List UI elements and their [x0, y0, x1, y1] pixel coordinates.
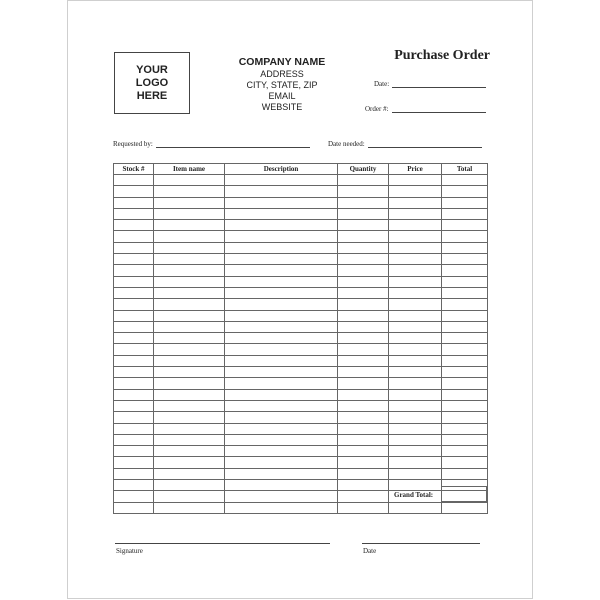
logo-line-3: HERE [136, 89, 168, 102]
table-cell[interactable] [389, 400, 442, 411]
table-cell[interactable] [114, 468, 154, 479]
table-cell[interactable] [154, 175, 225, 186]
table-cell[interactable] [114, 480, 154, 491]
table-row [114, 378, 488, 389]
table-row [114, 197, 488, 208]
table-cell[interactable] [154, 491, 225, 502]
table-row [114, 242, 488, 253]
table-row [114, 276, 488, 287]
order-number-line[interactable] [392, 105, 486, 113]
table-row [114, 434, 488, 445]
table-cell[interactable] [338, 310, 389, 321]
table-cell[interactable] [338, 242, 389, 253]
company-info [221, 56, 343, 113]
table-cell[interactable] [114, 310, 154, 321]
table-row [114, 367, 488, 378]
table-cell[interactable] [225, 423, 338, 434]
table-cell[interactable] [154, 333, 225, 344]
signature-line[interactable] [115, 543, 330, 544]
table-row [114, 220, 488, 231]
line-items-table [113, 163, 488, 514]
table-cell[interactable] [114, 220, 154, 231]
date-field-line[interactable] [392, 80, 486, 88]
table-cell[interactable] [338, 378, 389, 389]
table-cell[interactable] [225, 231, 338, 242]
table-cell[interactable] [225, 186, 338, 197]
table-cell[interactable] [114, 367, 154, 378]
table-cell[interactable] [154, 208, 225, 219]
header-item-name: Item name [154, 164, 225, 175]
table-cell[interactable] [154, 446, 225, 457]
table-cell[interactable] [154, 355, 225, 366]
table-cell[interactable] [442, 242, 488, 253]
grand-total-box[interactable] [441, 486, 487, 502]
table-cell[interactable] [389, 175, 442, 186]
table-cell[interactable] [114, 276, 154, 287]
table-cell[interactable] [442, 254, 488, 265]
table-cell[interactable] [442, 208, 488, 219]
table-cell[interactable] [154, 480, 225, 491]
table-cell[interactable] [225, 389, 338, 400]
table-cell[interactable] [154, 299, 225, 310]
table-cell[interactable] [338, 446, 389, 457]
table-cell[interactable] [154, 231, 225, 242]
table-cell[interactable] [389, 367, 442, 378]
date-signed-line[interactable] [362, 543, 480, 544]
table-cell[interactable] [154, 220, 225, 231]
table-cell[interactable] [225, 344, 338, 355]
table-cell[interactable] [114, 208, 154, 219]
table-cell[interactable] [338, 287, 389, 298]
order-number-field[interactable] [365, 105, 486, 113]
table-cell[interactable] [442, 197, 488, 208]
table-cell[interactable] [154, 378, 225, 389]
date-field-label: Date: [374, 80, 390, 88]
table-cell[interactable] [114, 412, 154, 423]
header-quantity: Quantity [338, 164, 389, 175]
table-cell[interactable] [338, 457, 389, 468]
table-cell[interactable] [225, 208, 338, 219]
table-row [114, 412, 488, 423]
table-cell[interactable] [389, 434, 442, 445]
table-cell[interactable] [442, 310, 488, 321]
table-cell[interactable] [225, 242, 338, 253]
table-cell[interactable] [338, 299, 389, 310]
table-cell[interactable] [338, 367, 389, 378]
table-cell[interactable] [338, 265, 389, 276]
header-price: Price [389, 164, 442, 175]
table-cell[interactable] [114, 321, 154, 332]
table-cell[interactable] [154, 265, 225, 276]
table-cell[interactable] [442, 378, 488, 389]
table-cell[interactable] [114, 423, 154, 434]
table-cell[interactable] [389, 333, 442, 344]
table-row [114, 502, 488, 513]
table-cell[interactable] [389, 287, 442, 298]
table-cell[interactable] [154, 502, 225, 513]
table-cell[interactable] [114, 287, 154, 298]
table-cell[interactable] [338, 400, 389, 411]
requested-by-label: Requested by: [113, 140, 153, 148]
logo-line-1: YOUR [136, 63, 168, 76]
table-row [114, 175, 488, 186]
table-cell[interactable] [114, 400, 154, 411]
table-cell[interactable] [154, 468, 225, 479]
table-cell[interactable] [442, 355, 488, 366]
table-cell[interactable] [442, 265, 488, 276]
table-cell[interactable] [114, 242, 154, 253]
table-cell[interactable] [225, 220, 338, 231]
table-cell[interactable] [225, 480, 338, 491]
table-cell[interactable] [114, 502, 154, 513]
table-cell[interactable] [389, 197, 442, 208]
table-cell[interactable] [225, 355, 338, 366]
table-cell[interactable] [114, 186, 154, 197]
table-cell[interactable] [225, 265, 338, 276]
table-cell[interactable] [338, 197, 389, 208]
table-cell[interactable] [154, 197, 225, 208]
table-cell[interactable] [338, 254, 389, 265]
table-cell[interactable] [442, 344, 488, 355]
date-needed-line[interactable] [368, 140, 482, 148]
table-cell[interactable] [389, 299, 442, 310]
table-cell[interactable] [338, 344, 389, 355]
table-cell[interactable] [442, 457, 488, 468]
table-cell[interactable] [442, 412, 488, 423]
table-cell[interactable] [389, 231, 442, 242]
table-cell[interactable] [338, 175, 389, 186]
requested-by-field[interactable] [113, 140, 310, 148]
table-cell[interactable] [389, 344, 442, 355]
table-cell[interactable] [225, 457, 338, 468]
table-cell[interactable] [338, 468, 389, 479]
table-cell[interactable] [442, 276, 488, 287]
table-cell[interactable] [225, 468, 338, 479]
table-cell[interactable] [389, 242, 442, 253]
header-stock: Stock # [114, 164, 154, 175]
table-cell[interactable] [389, 423, 442, 434]
order-number-label: Order #: [365, 105, 389, 113]
table-cell[interactable] [338, 208, 389, 219]
table-cell[interactable] [389, 220, 442, 231]
table-cell[interactable] [389, 480, 442, 491]
table-row [114, 299, 488, 310]
table-cell[interactable] [338, 321, 389, 332]
table-cell[interactable] [114, 265, 154, 276]
company-city: CITY, STATE, ZIP [246, 80, 318, 90]
table-cell[interactable] [154, 186, 225, 197]
table-cell[interactable] [389, 468, 442, 479]
date-needed-field[interactable] [328, 140, 482, 148]
table-cell[interactable] [389, 355, 442, 366]
table-cell[interactable] [389, 254, 442, 265]
table-row [114, 457, 488, 468]
table-cell[interactable] [225, 333, 338, 344]
table-cell[interactable] [114, 434, 154, 445]
table-cell[interactable] [442, 321, 488, 332]
table-cell[interactable] [338, 491, 389, 502]
table-header-row [114, 164, 488, 175]
table-cell[interactable] [114, 378, 154, 389]
table-row [114, 287, 488, 298]
table-cell[interactable] [114, 491, 154, 502]
table-cell[interactable] [154, 367, 225, 378]
table-cell[interactable] [389, 310, 442, 321]
table-cell[interactable] [389, 276, 442, 287]
table-cell[interactable] [154, 457, 225, 468]
table-cell[interactable] [338, 423, 389, 434]
table-row [114, 310, 488, 321]
table-cell[interactable] [389, 412, 442, 423]
header-total: Total [442, 164, 488, 175]
table-cell[interactable] [338, 355, 389, 366]
table-cell[interactable] [442, 220, 488, 231]
table-cell[interactable] [389, 321, 442, 332]
table-cell[interactable] [114, 254, 154, 265]
table-cell[interactable] [442, 502, 488, 513]
table-cell[interactable] [114, 344, 154, 355]
table-cell[interactable] [154, 412, 225, 423]
table-row [114, 321, 488, 332]
table-row [114, 344, 488, 355]
table-cell[interactable] [225, 287, 338, 298]
table-cell[interactable] [442, 389, 488, 400]
table-cell[interactable] [442, 367, 488, 378]
table-cell[interactable] [114, 299, 154, 310]
table-cell[interactable] [389, 502, 442, 513]
company-website: WEBSITE [261, 102, 303, 112]
table-cell[interactable] [154, 276, 225, 287]
table-cell[interactable] [154, 344, 225, 355]
table-cell[interactable] [389, 446, 442, 457]
table-cell[interactable] [338, 186, 389, 197]
logo-line-2: LOGO [135, 76, 169, 89]
grand-total-label: Grand Total: [394, 491, 434, 499]
table-cell[interactable] [442, 400, 488, 411]
table-cell[interactable] [389, 389, 442, 400]
table-cell[interactable] [338, 276, 389, 287]
table-cell[interactable] [154, 389, 225, 400]
company-address: ADDRESS [260, 69, 304, 79]
table-cell[interactable] [225, 299, 338, 310]
table-body [114, 175, 488, 514]
table-cell[interactable] [338, 480, 389, 491]
table-cell[interactable] [154, 400, 225, 411]
table-cell[interactable] [389, 186, 442, 197]
table-cell[interactable] [338, 412, 389, 423]
table-cell[interactable] [114, 333, 154, 344]
table-cell[interactable] [442, 333, 488, 344]
table-cell[interactable] [225, 434, 338, 445]
table-cell[interactable] [338, 333, 389, 344]
table-cell[interactable] [114, 175, 154, 186]
table-cell[interactable] [225, 367, 338, 378]
table-cell[interactable] [154, 254, 225, 265]
table-cell[interactable] [114, 355, 154, 366]
table-cell[interactable] [225, 276, 338, 287]
table-cell[interactable] [225, 254, 338, 265]
table-row [114, 480, 488, 491]
company-name: COMPANY NAME [238, 56, 326, 68]
table-cell[interactable] [338, 389, 389, 400]
table-cell[interactable] [225, 197, 338, 208]
signature-label: Signature [116, 547, 143, 555]
table-cell[interactable] [225, 400, 338, 411]
date-field[interactable] [374, 80, 486, 88]
table-row [114, 355, 488, 366]
table-cell[interactable] [442, 175, 488, 186]
table-cell[interactable] [338, 502, 389, 513]
table-cell[interactable] [225, 310, 338, 321]
requested-by-line[interactable] [156, 140, 310, 148]
table-cell[interactable] [154, 423, 225, 434]
table-cell[interactable] [154, 242, 225, 253]
table-cell[interactable] [442, 468, 488, 479]
table-cell[interactable] [442, 186, 488, 197]
table-cell[interactable] [225, 491, 338, 502]
table-cell[interactable] [154, 287, 225, 298]
table-cell[interactable] [154, 434, 225, 445]
table-row [114, 446, 488, 457]
table-row [114, 186, 488, 197]
table-cell[interactable] [389, 265, 442, 276]
table-cell[interactable] [338, 220, 389, 231]
table-cell[interactable] [442, 423, 488, 434]
table-cell[interactable] [442, 287, 488, 298]
table-cell[interactable] [225, 175, 338, 186]
logo-placeholder [114, 52, 190, 114]
table-cell[interactable] [154, 321, 225, 332]
table-row [114, 468, 488, 479]
table-cell[interactable] [389, 208, 442, 219]
table-cell[interactable] [225, 502, 338, 513]
table-row [114, 254, 488, 265]
date-signed-label: Date [363, 547, 377, 555]
table-cell[interactable] [442, 446, 488, 457]
document-title: Purchase Order [394, 48, 490, 63]
date-needed-label: Date needed: [328, 140, 365, 148]
table-cell[interactable] [114, 197, 154, 208]
table-row [114, 208, 488, 219]
table-row [114, 333, 488, 344]
table-cell[interactable] [114, 231, 154, 242]
table-cell[interactable] [114, 389, 154, 400]
table-row [114, 231, 488, 242]
table-row [114, 265, 488, 276]
table-cell[interactable] [389, 457, 442, 468]
table-cell[interactable] [225, 412, 338, 423]
company-email: EMAIL [268, 91, 296, 101]
table-row [114, 423, 488, 434]
table-cell[interactable] [338, 434, 389, 445]
table-cell[interactable] [225, 446, 338, 457]
table-cell[interactable] [389, 378, 442, 389]
table-cell[interactable] [442, 434, 488, 445]
table-cell[interactable] [225, 321, 338, 332]
table-cell[interactable] [114, 457, 154, 468]
table-cell[interactable] [114, 446, 154, 457]
table-row [114, 389, 488, 400]
table-cell[interactable] [225, 378, 338, 389]
table-cell[interactable] [338, 231, 389, 242]
header-description: Description [225, 164, 338, 175]
table-cell[interactable] [442, 231, 488, 242]
table-row [114, 400, 488, 411]
table-cell[interactable] [442, 299, 488, 310]
table-cell[interactable] [154, 310, 225, 321]
